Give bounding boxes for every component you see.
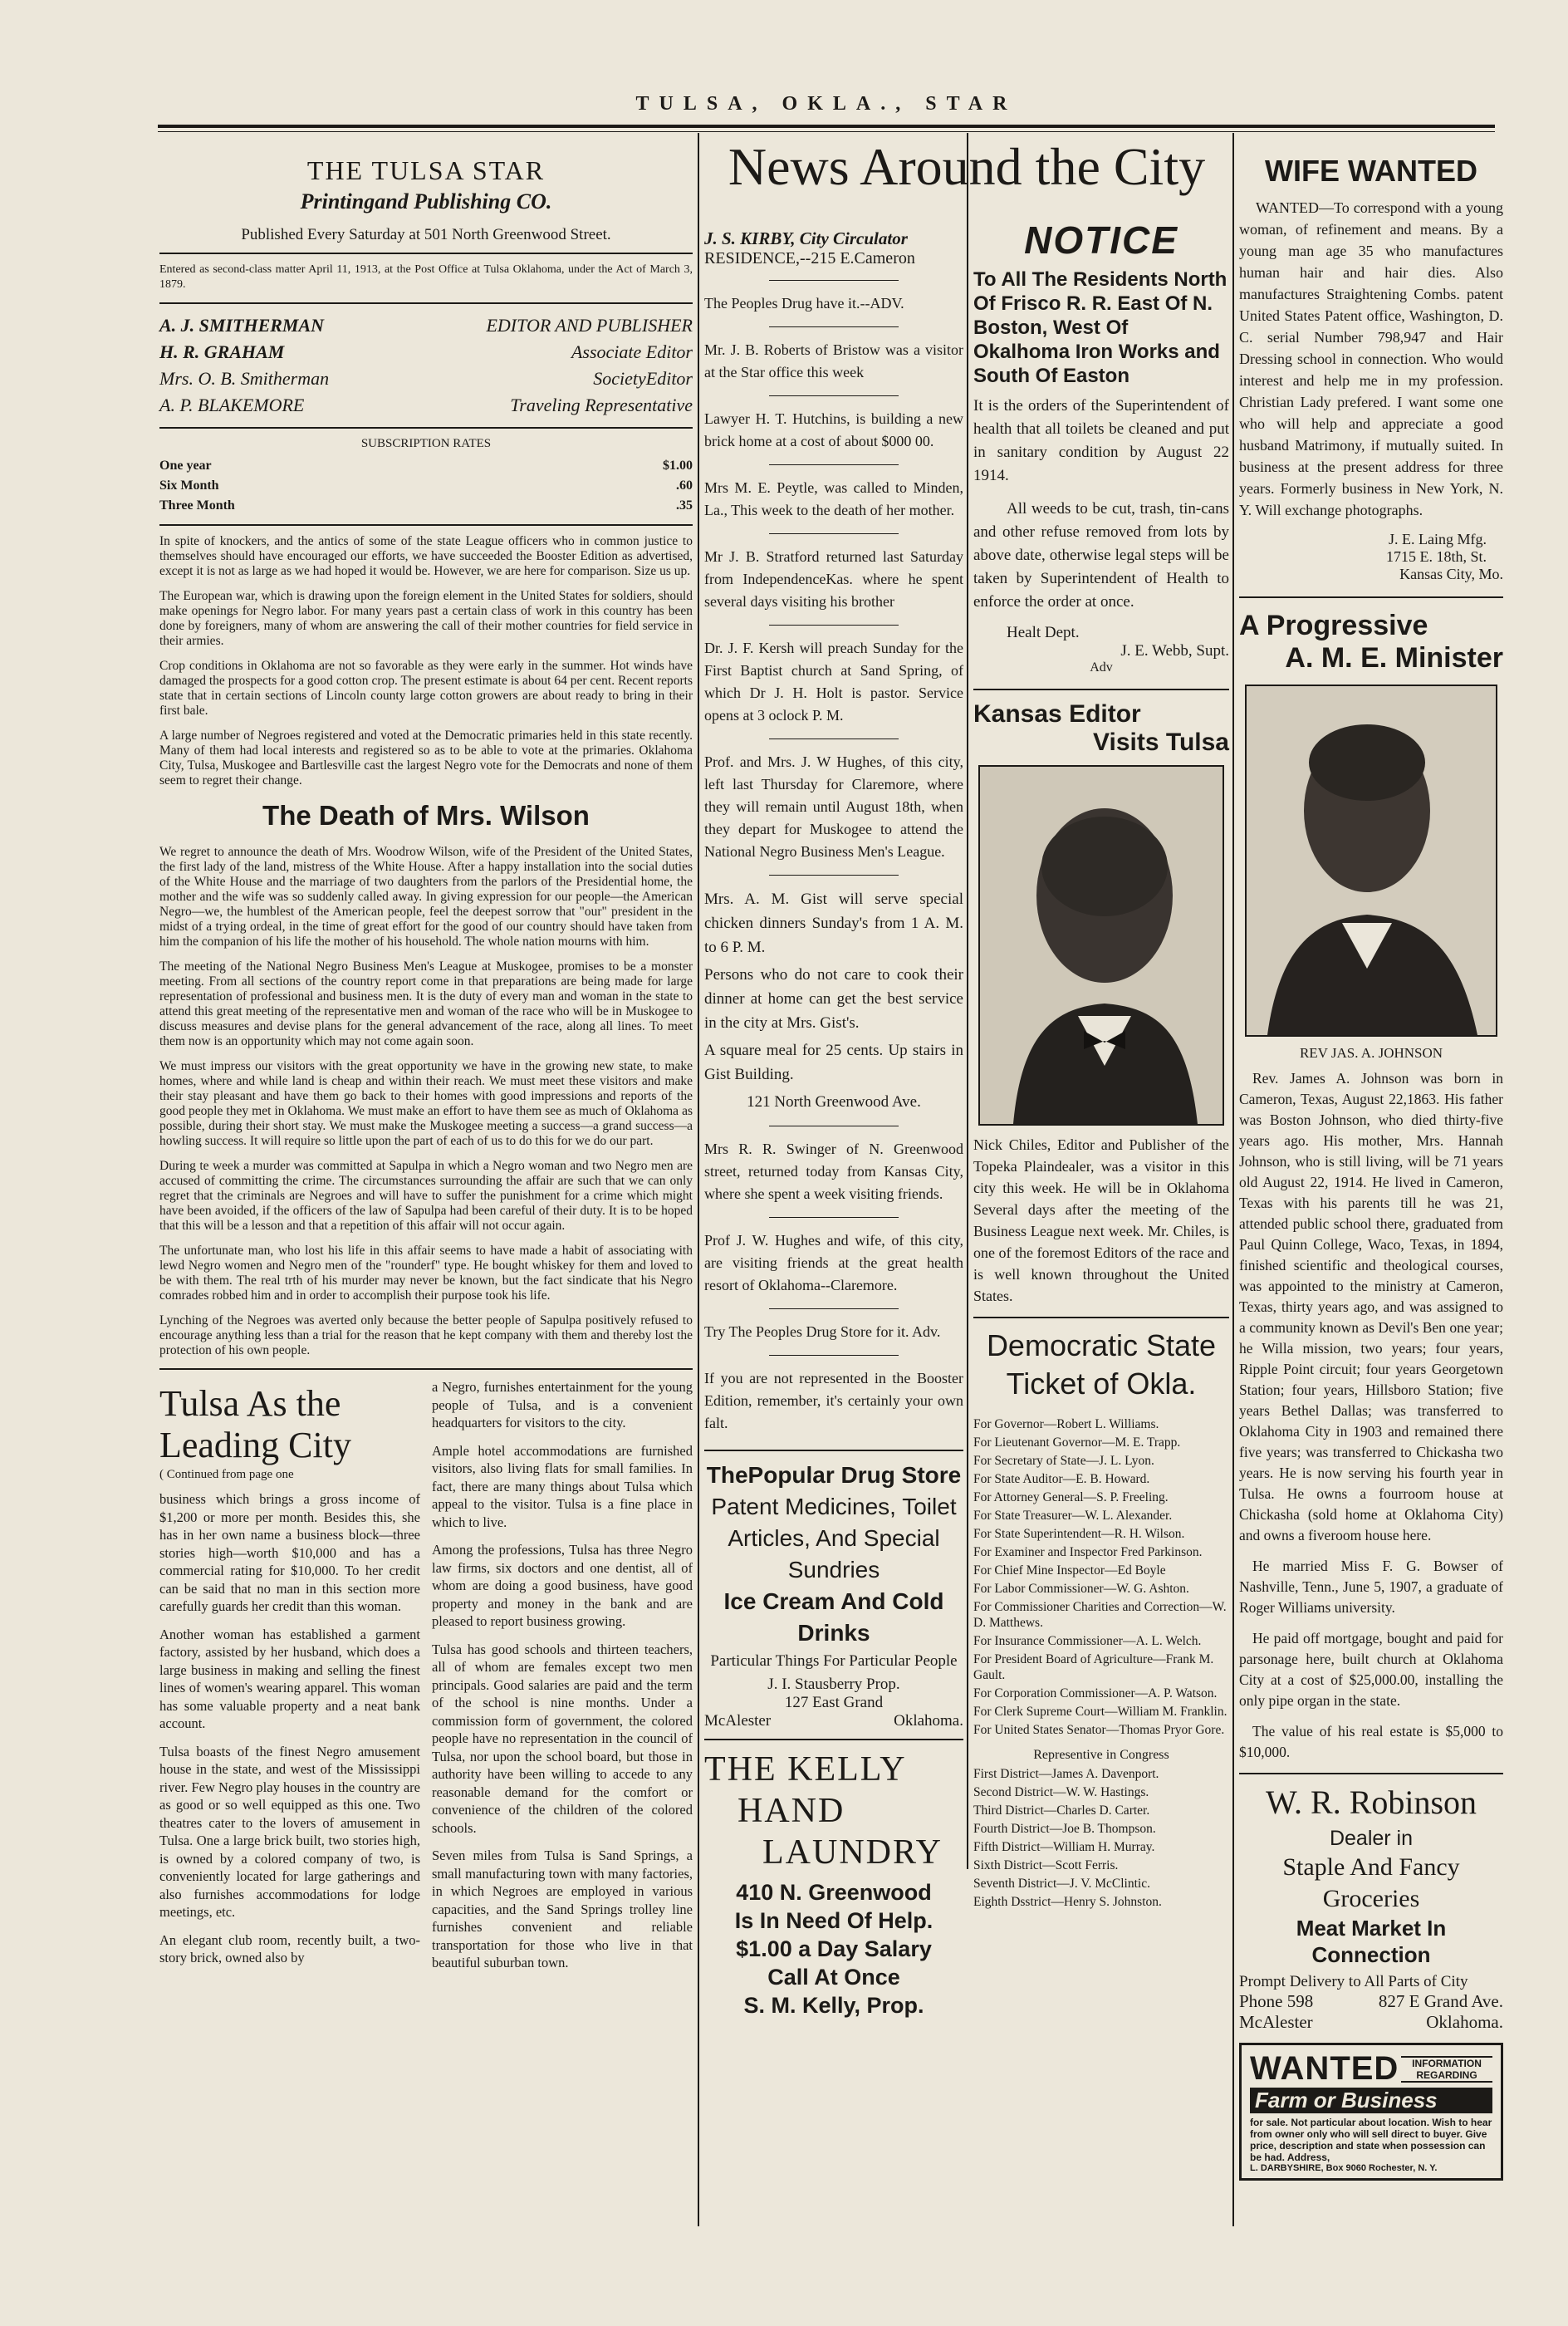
wife-signature: J. E. Laing Mfg. [1389, 531, 1487, 547]
kelly-title-line: HAND [737, 1792, 845, 1830]
leading-paragraph: Among the professions, Tulsa has three Negro law firms, six doctors and one dentist, all of whom are doing a good business, have good property and money in the bank and are pleased to report business growing. [432, 1542, 693, 1629]
ame-paragraph: He paid off mortgage, bought and paid for parsonage here, built church at Oklahoma City at a cost of $25,000.00, installing the only pipe organ in the state. [1239, 1630, 1503, 1709]
rate-price: $1.00 [663, 459, 693, 473]
notice-paragraph: All weeds to be cut, trash, tin-cans and other refuse removed from lots by above date, otherwise legal steps will be taken by Superintendent of Health to enforce the order at once. [973, 500, 1229, 611]
wanted-header [1250, 2050, 1492, 2088]
robinson-name: W. R. Robinson [1265, 1784, 1477, 1821]
kelly-line: S. M. Kelly, Prop. [743, 1993, 924, 2018]
ticket-entry: For Secretary of State—J. L. Lyon. [973, 1454, 1154, 1468]
divider [159, 1368, 693, 1370]
publication-line: Published Every Saturday at 501 North Greenwood Street. [241, 226, 611, 243]
portrait-rev-johnson [1245, 685, 1497, 1037]
divider [769, 464, 899, 465]
robinson-line: Meat Market In Connection [1296, 1916, 1447, 1967]
wife-signature: Kansas City, Mo. [1399, 566, 1503, 582]
divider [769, 280, 899, 281]
wilson-paragraph: Lynching of the Negroes was averted only because the better people of Sapulpa positively refused to encourage anything less than a trial for the reason that he kept company with them and thereby lost the protection of his own people. [159, 1313, 693, 1357]
staff-name: A. P. BLAKEMORE [159, 395, 305, 415]
staff-name: A. J. SMITHERMAN [159, 315, 325, 336]
drug-ad-line: ThePopular Drug Store [706, 1462, 962, 1488]
leading-city-col-a [159, 1378, 420, 1982]
news-item: Mr J. B. Stratford returned last Saturday from IndependenceKas. where he spent several days visiting his brother [704, 548, 963, 610]
portrait-caption: REV JAS. A. JOHNSON [1299, 1045, 1443, 1061]
wife-signature: 1715 E. 18th, St. [1385, 548, 1487, 565]
gist-ad-line: Persons who do not care to cook their dinner at home can get the best service in the city at Mrs. Gist's. [704, 966, 963, 1032]
ticket-entry: For Lieutenant Governor—M. E. Trapp. [973, 1435, 1181, 1450]
kansas-paragraph: Nick Chiles, Editor and Publisher of the Topeka Plaindealer, was a visitor in this city this week. He will be in Oklahoma Several days after the meeting of the Business League next week. Mr. Chiles, is one of the foremost Editors of the race and is well known throughout the United States. [973, 1136, 1229, 1304]
leading-paragraph: Another woman has established a garment factory, assisted by her husband, which does a large business in making and selling the finest lines of women's wearing apparel. This woman has some valuable property and a neat bank account. [159, 1626, 420, 1731]
notice-signature: J. E. Webb, Supt. [1120, 642, 1229, 660]
headline-leading-city: Tulsa As the Leading City [159, 1383, 351, 1465]
continued-note: ( Continued from page one [159, 1468, 294, 1481]
wife-paragraph: WANTED—To correspond with a young woman, of refinement and means. By a young man age 35 who manufactures human hair and hair dies. Also manufactures Straightening Combs. patent United States Patent office, Washington, D. C. serial Number 798,947 and Hair Dressing school in connection. Who would interest and help me in my profession. Christian Lady prefered. I want some one who will help and appreciate a good husband Matrimony, if mutually suited. In business at the present address for three years. Formerly business in New York, N. Y. Will exchange photographs. [1239, 199, 1503, 518]
rate-row [159, 476, 693, 496]
notice-adv: Adv [1090, 660, 1113, 675]
divider [769, 1217, 899, 1218]
column-rule [967, 133, 968, 1869]
headline-news-around-city: News Around the City [728, 137, 1206, 196]
ticket-entry: For State Auditor—E. B. Howard. [973, 1472, 1150, 1486]
ame-paragraph: Rev. James A. Johnson was born in Cameron, Texas, August 22,1863. His father was Boston Johnson, who died thirty-five years ago. His mother, Mrs. Hannah Johnson, who is still living, will be 71 years old August 22, 1914. He lived in Cameron, Texas with his parents till he was 21, attended public school there, graduated from Paul Quinn College, Waco, Texas, in 1894, finished scientific and theological courses, was appointed to the ministry at Cameron, Texas, thirty years ago, and was assigned to a community known as Devil's Ben one year; he Willa mission, two years; four years, Ripple Point circuit; four years Georgetown Station; four years, Hillsboro Station; five years Bethel Dallas; was transferred to Oklahoma City in 1903 and remained there five years; was transferred to Chickasha two years. He is now serving his fourth year in Tulsa. He owns a fourroom house at Chickasha (sold home at Oklahoma City) and owns a fiveroom house here. [1239, 1070, 1503, 1543]
circulator-name: J. S. KIRBY, City Circulator [704, 228, 908, 248]
robinson-contact [1239, 1991, 1503, 2012]
headline-ame-minister: A. M. E. Minister [1285, 642, 1503, 674]
staff-row [159, 366, 693, 392]
gist-ad-line: A square meal for 25 cents. Up stairs in Gist Building. [704, 1042, 963, 1083]
editorial-paragraph: A large number of Negroes registered and voted at the Democratic primaries held in this state recently. Many of them had local interests and registered so as to be able to vote at the primaries. Oklahoma City, Tulsa, Muskogee and Bartlesville cast the largest Negro vote for the Democrats and none of them seem to regret their change. [159, 729, 693, 788]
rate-label: One year [159, 459, 212, 473]
news-item: Mr. J. B. Roberts of Bristow was a visitor at the Star office this week [704, 341, 963, 380]
news-item: Mrs M. E. Peytle, was called to Minden, La., This week to the death of her mother. [704, 479, 963, 518]
congress-entry: Seventh District—J. V. McClintic. [973, 1877, 1150, 1891]
kelly-details [704, 1878, 963, 2019]
leading-city-col-b [432, 1378, 693, 1982]
ticket-entry: For Insurance Commissioner—A. L. Welch. [973, 1634, 1202, 1648]
wanted-address: L. DARBYSHIRE, Box 9060 Rochester, N. Y. [1250, 2163, 1438, 2173]
headline-progressive: A Progressive [1239, 610, 1428, 641]
ticket-entry: For United States Senator—Thomas Pryor Gore. [973, 1723, 1225, 1737]
notice-title: NOTICE [1024, 218, 1178, 262]
publication-title: THE TULSA STAR [306, 155, 546, 185]
robinson-line: Dealer in [1329, 1827, 1414, 1850]
editorial-paragraph: Crop conditions in Oklahoma are not so favorable as they were early in the summer. Hot winds have damaged the prospects for a good cotton crop. The present estimate is about 64 per cent. Recent reports state that in certain sections of Lincoln county large cotton growers are about ready to bring in their first bale. [159, 659, 693, 718]
editorial-paragraph: In spite of knockers, and the antics of some of the state League officers who in common justice to themselves should have encouraged our efforts, we have succeeded the Booster Edition as advertised, except it is not as large as we had hoped it would be. However, we are here for comparison. Size us up. [159, 534, 693, 578]
divider [769, 1355, 899, 1356]
headline-democratic-ticket: Democratic State Ticket of Okla. [986, 1328, 1217, 1401]
wanted-farm-ad [1239, 2043, 1503, 2181]
notice-paragraph: It is the orders of the Superintendent of health that all toilets be cleaned and put in sanitary condition by August 22 1914. [973, 397, 1229, 484]
rate-row [159, 496, 693, 516]
congress-entry: First District—James A. Davenport. [973, 1767, 1159, 1781]
leading-paragraph: An elegant club room, recently built, a two-story brick, owned also by [159, 1931, 420, 1965]
leading-paragraph: Seven miles from Tulsa is Sand Springs, a small manufacturing town with many factories, in which Negroes are employed in various capacities, and the Sand Springs trolley line furnishes convenient and reliable transportation for those who live in that beautiful suburban town. [432, 1848, 693, 1970]
divider [704, 1739, 963, 1740]
divider [159, 427, 693, 429]
ticket-entry: For State Superintendent—R. H. Wilson. [973, 1527, 1185, 1541]
circulator-residence: RESIDENCE,--215 E.Cameron [704, 249, 915, 267]
wanted-farm: Farm or Business [1250, 2088, 1492, 2113]
staff-name: H. R. GRAHAM [159, 341, 285, 362]
staff-row [159, 392, 693, 419]
robinson-line: Groceries [1322, 1885, 1420, 1912]
staff-role: SocietyEditor [593, 368, 693, 389]
ticket-list [973, 1416, 1229, 1738]
ticket-entry: For Chief Mine Inspector—Ed Boyle [973, 1563, 1166, 1578]
rate-price: .35 [676, 498, 693, 513]
news-item: Try The Peoples Drug Store for it. Adv. [704, 1323, 941, 1340]
ticket-entry: For Governor—Robert L. Williams. [973, 1417, 1159, 1431]
divider [769, 875, 899, 876]
leading-paragraph: Ample hotel accommodations are furnished visitors, also living flats for small families. In fact, there are many things about Tulsa which appeal to the visitor. Tulsa is a fine place in which to live. [432, 1442, 693, 1530]
kelly-title-line: THE KELLY [704, 1750, 907, 1789]
masthead: TULSA, OKLA., STAR [635, 93, 1017, 115]
headline-wilson: The Death of Mrs. Wilson [262, 800, 590, 831]
divider [704, 1450, 963, 1451]
rate-row [159, 456, 693, 476]
ticket-entry: For Attorney General—S. P. Freeling. [973, 1490, 1169, 1504]
ticket-entry: For Commissioner Charities and Correction—W. D. Matthews. [973, 1600, 1227, 1630]
news-item: Prof. and Mrs. J. W Hughes, of this city, left last Thursday for Claremore, where they will remain until August 18th, when they depart for Muskogee to attend the National Negro Business Men's League. [704, 753, 963, 860]
leading-paragraph: Tulsa boasts of the finest Negro amusement house in the state, and west of the Mississippi river. Few Negro play houses in the country are as good or so well equipped as this one. Two theatres cater to the lovers of amusement in Tulsa. One a large brick built, two stories high, is owned by a colored company of two, is conveniently located for large gatherings and also furnishes accommodations for lodge meetings, etc. [159, 1743, 420, 1920]
gist-ad-line: Mrs. A. M. Gist will serve special chicken dinners Sunday's from 1 A. M. to 6 P. M. [704, 891, 963, 956]
drug-ad-prop: J. I. Stausberry Prop. [767, 1676, 900, 1693]
drug-ad-city [704, 1712, 963, 1730]
news-item: Dr. J. F. Kersh will preach Sunday for the First Baptist church at Sand Spring, of which Dr J. H. Holt is pastor. Service opens at 3 oclock P. M. [704, 640, 963, 724]
rates-title: SUBSCRIPTION RATES [360, 437, 492, 450]
entered-notice: Entered as second-class matter April 11, 1913, at the Post Office at Tulsa Oklahoma, under the Act of March 3, 1879. [159, 263, 693, 291]
congress-entry: Third District—Charles D. Carter. [973, 1803, 1150, 1818]
robinson-phone: Phone 598 [1239, 1991, 1314, 2011]
robinson-line: Staple And Fancy [1282, 1853, 1460, 1881]
ticket-entry: For Corporation Commissioner—A. P. Watson. [973, 1686, 1218, 1700]
wanted-word: WANTED [1250, 2050, 1399, 2087]
divider [769, 533, 899, 534]
robinson-city-right: Oklahoma. [1426, 2012, 1503, 2032]
divider [1239, 1773, 1503, 1774]
wilson-paragraph: During te week a murder was committed at Sapulpa in which a Negro woman and two Negro men are accused of committing the crime. The circumstances surrounding the affair are such that we can only regret that the criminals are Negroes and will have to suffer the punishment for a crime which might have been avoided, if the officers of the law of Sapulpa had been careful of their duty. It is to be hoped that this will be a lesson and that a repetition of this affair will not occur again. [159, 1159, 693, 1233]
staff-role: Traveling Representative [510, 395, 693, 415]
masthead-rule [158, 125, 1495, 132]
kelly-line: 410 N. Greenwood [736, 1880, 932, 1905]
drug-store-ad [704, 1460, 963, 1649]
staff-list [159, 312, 693, 419]
news-item: If you are not represented in the Booster Edition, remember, it's certainly your own falt. [704, 1370, 963, 1431]
ticket-entry: For President Board of Agriculture—Frank M. Gault. [973, 1652, 1214, 1682]
drug-ad-tagline: Particular Things For Particular People [710, 1652, 958, 1670]
leading-paragraph: Tulsa has good schools and thirteen teachers, all of whom are females except two men principals. Good salaries are paid and the term of the school is nine months. Under a commission form of government, the colored people have no representation in the council of Tulsa, nor upon the school board, but those in authority have been willing to accede to any reasonable demand for the comfort or convenience of the children of the colored schools. [432, 1641, 693, 1836]
drug-ad-address: 127 East Grand [784, 1694, 884, 1711]
congress-title: Representive in Congress [1033, 1748, 1169, 1762]
divider [973, 689, 1229, 690]
notice-heading: To All The Residents North Of Frisco R. R. East Of N. Boston, West Of Okalhoma Iron Works and South Of Easton [973, 268, 1227, 387]
leading-paragraph: business which brings a gross income of $1,200 or more per month. Besides this, she has in her own name a business block—three stories high—worth $10,000 and has a commercial rating for $10,000. To her credit can be said that no man in this section more carefully guards her credit than this woman. [159, 1491, 420, 1614]
robinson-delivery: Prompt Delivery to All Parts of City [1239, 1973, 1468, 1990]
gist-ad-address: 121 North Greenwood Ave. [747, 1093, 921, 1111]
staff-row [159, 339, 693, 366]
divider [769, 326, 899, 327]
headline-kansas-editor: Kansas Editor [973, 700, 1141, 728]
ticket-entry: For Labor Commissioner—W. G. Ashton. [973, 1582, 1189, 1596]
divider [769, 625, 899, 626]
staff-row [159, 312, 693, 339]
right-column [1239, 137, 1503, 2181]
kelly-line: Call At Once [767, 1965, 900, 1990]
ame-paragraph: He married Miss F. G. Bowser of Nashville, Tenn., June 5, 1907, a graduate of Roger Williams university. [1239, 1558, 1503, 1616]
congress-entry: Fifth District—William H. Murray. [973, 1840, 1155, 1854]
publication-subtitle: Printingand Publishing CO. [300, 189, 552, 213]
wilson-paragraph: The meeting of the National Negro Business Men's League at Muskogee, promises to be a monster meeting. From all sections of the country report come in that preparations are being made for large representation of professional and business men. It is the duty of every man and woman in the state to attend this great meeting of the representative men and woman of the race who will be in Muskogee to discuss measures and devise plans for the general advancement of the race, along all lines. To meet them now is an opportunity which may not come again soon. [159, 959, 693, 1048]
kelly-title-line: LAUNDRY [762, 1833, 943, 1872]
robinson-city-left: McAlester [1239, 2012, 1313, 2032]
congress-entry: Eighth Dsstrict—Henry S. Johnston. [973, 1895, 1162, 1909]
editorial-column [159, 137, 693, 1982]
divider [973, 1317, 1229, 1318]
notice-column [973, 218, 1229, 1912]
ticket-entry: For State Treasurer—W. L. Alexander. [973, 1509, 1173, 1523]
wilson-paragraph: We regret to announce the death of Mrs. Woodrow Wilson, wife of the President of the United States, the first lady of the land, mistress of the White House. After a happy installation into the social duties of the White House and the marriage of two daughters from the parlors of the Presidential home, the mother and the wife was so suddenly called away. In giving expression for our people—the American Negro—we, the humblest of the American people, feel the deepest sorrow that "our" president in the midst of a trying ordeal, in the time of great effort for the good of our country should have taken from him the companion of his life the mother of his household. The whole nation mourns with him. [159, 845, 693, 949]
robinson-address: 827 E Grand Ave. [1378, 1991, 1503, 2011]
divider [159, 253, 693, 254]
headline-visits-tulsa: Visits Tulsa [1093, 729, 1229, 756]
ame-paragraph: The value of his real estate is $5,000 to $10,000. [1239, 1723, 1503, 1760]
divider [769, 1308, 899, 1309]
notice-signature: Healt Dept. [1007, 624, 1080, 641]
drug-ad-city-right: Oklahoma. [894, 1712, 963, 1730]
ticket-entry: For Clerk Supreme Court—William M. Franklin. [973, 1705, 1227, 1719]
kelly-laundry-ad [704, 1749, 963, 2019]
leading-city-article [159, 1378, 693, 1982]
column-rule [698, 133, 699, 2226]
news-title-block [704, 137, 1229, 209]
kelly-line: Is In Need Of Help. [734, 1908, 933, 1933]
rate-price: .60 [676, 478, 693, 493]
staff-role: Associate Editor [571, 341, 693, 362]
rate-label: Six Month [159, 478, 219, 493]
staff-name: Mrs. O. B. Smitherman [159, 368, 330, 389]
congress-entry: Sixth District—Scott Ferris. [973, 1858, 1119, 1872]
wanted-text: for sale. Not particular about location. Wish to hear from owner only who will sell direct to buyer. Give price, description and state when possession can be had. Address, [1250, 2117, 1492, 2163]
drug-ad-line: Ice Cream And Cold Drinks [723, 1588, 944, 1646]
editorial-paragraph: The European war, which is drawing upon the foreign element in the United States for soldiers, should make openings for Negro labor. For many years past a certain class of work in this country has been done by foreigners, many of whom are answering the call of their mother countries for field service in their armies. [159, 589, 693, 648]
wanted-info: INFORMATION REGARDING [1401, 2056, 1492, 2083]
news-item: Prof J. W. Hughes and wife, of this city, are visiting friends at the great health resort of Oklahoma--Claremore. [704, 1232, 963, 1293]
headline-wife-wanted: WIFE WANTED [1265, 154, 1477, 188]
kelly-line: $1.00 a Day Salary [736, 1936, 932, 1961]
news-item: Mrs R. R. Swinger of N. Greenwood street, returned today from Kansas City, where she spent a week visiting friends. [704, 1141, 963, 1202]
staff-role: EDITOR AND PUBLISHER [486, 315, 693, 336]
congress-entry: Fourth District—Joe B. Thompson. [973, 1822, 1156, 1836]
divider [159, 302, 693, 304]
robinson-city [1239, 2012, 1503, 2033]
wilson-paragraph: The unfortunate man, who lost his life in this affair seems to have made a habit of associating with lewd Negro women and Negro men of the "rounderf" type. He bought whiskey for them and loved to be with them. The real trth of his murder may never be known, but the fact sindicate that his Negro comrades robbed him and in order to accomplish their purpose took his life. [159, 1244, 693, 1303]
column-rule [1232, 133, 1234, 2226]
ticket-entry: For Examiner and Inspector Fred Parkinson. [973, 1545, 1203, 1559]
rate-label: Three Month [159, 498, 235, 513]
city-news-column [704, 228, 963, 2019]
divider [1239, 596, 1503, 598]
leading-paragraph: a Negro, furnishes entertainment for the young people of Tulsa, and is a convenient headquarters for visitors to the city. [432, 1379, 693, 1430]
news-item: The Peoples Drug have it.--ADV. [704, 295, 904, 312]
wilson-paragraph: We must impress our visitors with the great opportunity we have in the growing new state, to make homes, where and while land is cheap and within their reach. We must meet these visitors and make their stay pleasant and have them go back to their homes with good impressions and reports of the good people they met in Oklahoma. We must make an effort to have them see as much of Oklahoma as possible, during their short stay. We must make the Muskogee meeting a success—a grand success—a howling success. It will require so little upon the part of each of us to do this for we do our part. [159, 1059, 693, 1148]
drug-ad-line: Patent Medicines, Toilet Articles, And Special Sundries [711, 1494, 957, 1583]
drug-ad-city-left: McAlester [704, 1712, 772, 1730]
congress-list [973, 1766, 1229, 1910]
congress-entry: Second District—W. W. Hastings. [973, 1785, 1149, 1799]
divider [769, 395, 899, 396]
news-item: Lawyer H. T. Hutchins, is building a new brick home at a cost of about $000 00. [704, 410, 963, 449]
portrait-nick-chiles [978, 765, 1224, 1126]
divider [159, 524, 693, 526]
